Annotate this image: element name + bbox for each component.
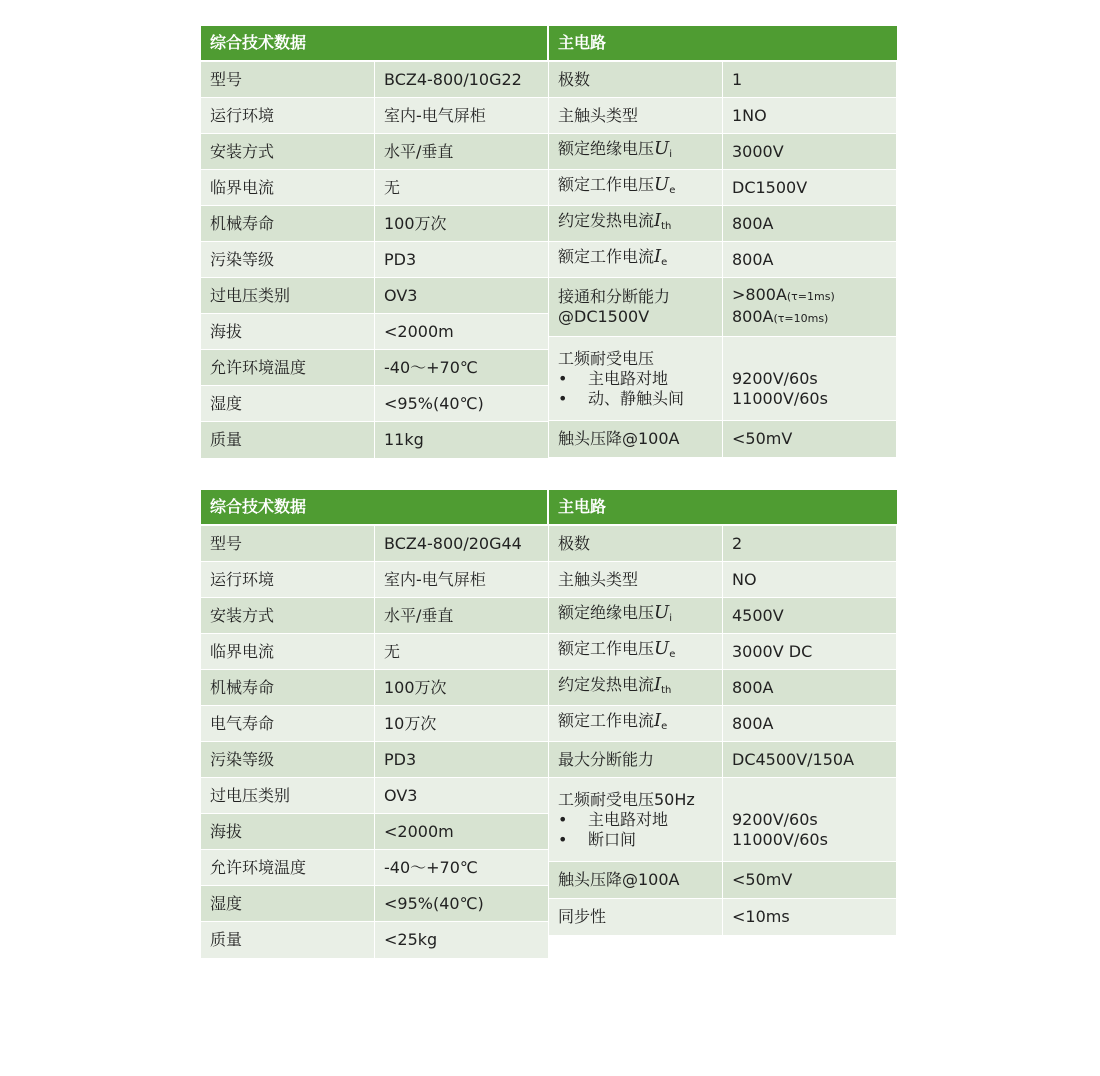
param-label: 机械寿命	[201, 670, 375, 705]
param-value: 无	[384, 641, 401, 661]
param-label: 质量	[201, 422, 375, 458]
param-value: 800A	[732, 713, 774, 733]
param-value: PD3	[384, 749, 417, 769]
param-label: 型号	[201, 62, 375, 97]
table-row	[201, 170, 548, 205]
table-row	[201, 242, 548, 277]
param-value: 3000V DC	[732, 641, 813, 661]
param-label: 海拔	[201, 314, 375, 349]
param-label: 运行环境	[201, 98, 375, 133]
param-label: 电气寿命	[201, 706, 375, 741]
table-row	[549, 670, 896, 705]
param-value: NO	[732, 569, 757, 589]
param-label: 型号	[201, 526, 375, 561]
param-label: 触头压降@100A	[549, 421, 723, 457]
param-label: 工频耐受电压50Hz • 主电路对地 • 断口间	[549, 778, 723, 861]
param-value: <2000m	[384, 821, 454, 841]
table-row	[201, 778, 548, 813]
param-label: 湿度	[201, 886, 375, 921]
param-label: 安装方式	[201, 134, 375, 169]
param-value: PD3	[384, 249, 417, 269]
param-label: 临界电流	[201, 170, 375, 205]
general-data-column	[201, 526, 548, 959]
spec-table-1	[201, 26, 897, 459]
param-value: 800A	[732, 249, 774, 269]
param-label: 额定工作电压Ue	[549, 170, 723, 205]
table-row	[201, 670, 548, 705]
param-label: 机械寿命	[201, 206, 375, 241]
param-label: 允许环境温度	[201, 350, 375, 385]
param-label: 质量	[201, 922, 375, 958]
param-value: <95%(40℃)	[384, 393, 484, 413]
param-value: <2000m	[384, 321, 454, 341]
table-row	[201, 886, 548, 921]
param-value: BCZ4-800/20G44	[384, 533, 522, 553]
table-row	[549, 706, 896, 741]
table-row	[549, 98, 896, 133]
table-row	[201, 134, 548, 169]
param-label: 接通和分断能力 @DC1500V	[549, 278, 723, 336]
table-row	[549, 562, 896, 597]
param-value: 水平/垂直	[384, 605, 454, 625]
param-label: 海拔	[201, 814, 375, 849]
table-row	[549, 62, 896, 97]
table-row	[201, 206, 548, 241]
param-label: 过电压类别	[201, 778, 375, 813]
param-label: 临界电流	[201, 634, 375, 669]
table-row	[201, 62, 548, 97]
table-row	[201, 98, 548, 133]
param-label: 同步性	[549, 899, 723, 935]
param-label: 约定发热电流Ith	[549, 670, 723, 705]
table-row	[549, 278, 896, 336]
table-row	[201, 386, 548, 421]
main-circuit-column	[549, 62, 896, 458]
table-row	[201, 742, 548, 777]
table-row	[201, 562, 548, 597]
param-value: 水平/垂直	[384, 141, 454, 161]
param-label: 极数	[549, 526, 723, 561]
param-value: DC1500V	[732, 177, 808, 197]
param-value: 1NO	[732, 105, 767, 125]
param-label: 最大分断能力	[549, 742, 723, 777]
param-label: 约定发热电流Ith	[549, 206, 723, 241]
param-label: 额定工作电压Ue	[549, 634, 723, 669]
param-value: >800A(τ=1ms) 800A(τ=10ms)	[732, 285, 835, 326]
table-row	[201, 350, 548, 385]
table-row	[201, 634, 548, 669]
param-label: 额定绝缘电压Ui	[549, 598, 723, 633]
param-label: 主触头类型	[549, 562, 723, 597]
param-value: -40～+70℃	[384, 857, 478, 877]
table-row	[549, 337, 896, 420]
param-value: 室内-电气屏柜	[384, 569, 486, 589]
table-row	[201, 850, 548, 885]
param-value: -40～+70℃	[384, 357, 478, 377]
general-data-column	[201, 62, 548, 459]
param-label: 极数	[549, 62, 723, 97]
table-row	[201, 526, 548, 561]
param-value: 100万次	[384, 677, 447, 697]
table-row	[201, 922, 548, 958]
param-label: 触头压降@100A	[549, 862, 723, 898]
param-value: BCZ4-800/10G22	[384, 69, 522, 89]
main-circuit-header: 主电路	[549, 26, 897, 60]
table-row	[549, 242, 896, 277]
param-label: 工频耐受电压 • 主电路对地 • 动、静触头间	[549, 337, 723, 420]
param-label: 允许环境温度	[201, 850, 375, 885]
param-value: 4500V	[732, 605, 784, 625]
table-row	[201, 422, 548, 458]
param-value: <10ms	[732, 907, 790, 926]
table-row	[201, 814, 548, 849]
param-value: 9200V/60s 11000V/60s	[732, 368, 828, 408]
param-value: 11kg	[384, 430, 424, 449]
table-row	[549, 170, 896, 205]
general-data-header: 综合技术数据	[201, 490, 547, 524]
main-circuit-header: 主电路	[549, 490, 897, 524]
table-row	[549, 206, 896, 241]
table-row	[549, 134, 896, 169]
param-label: 过电压类别	[201, 278, 375, 313]
param-value: OV3	[384, 785, 418, 805]
param-value: 9200V/60s 11000V/60s	[732, 809, 828, 849]
table-row	[549, 899, 896, 935]
table-row	[201, 314, 548, 349]
table-row	[549, 778, 896, 861]
general-data-header: 综合技术数据	[201, 26, 547, 60]
param-label: 污染等级	[201, 742, 375, 777]
param-value: OV3	[384, 285, 418, 305]
param-label: 污染等级	[201, 242, 375, 277]
spec-table-2	[201, 490, 897, 959]
param-value: 无	[384, 177, 401, 197]
param-label: 运行环境	[201, 562, 375, 597]
param-value: 3000V	[732, 141, 784, 161]
main-circuit-column	[549, 526, 896, 936]
param-value: <95%(40℃)	[384, 893, 484, 913]
table-row	[549, 598, 896, 633]
table-row	[201, 278, 548, 313]
table-row	[201, 706, 548, 741]
param-label: 安装方式	[201, 598, 375, 633]
param-value: 室内-电气屏柜	[384, 105, 486, 125]
table-row	[201, 598, 548, 633]
table-row	[549, 862, 896, 898]
param-value: <25kg	[384, 930, 438, 949]
param-value: 800A	[732, 213, 774, 233]
table-header	[201, 490, 897, 524]
param-value: 800A	[732, 677, 774, 697]
table-header	[201, 26, 897, 60]
param-value: 1	[732, 69, 743, 89]
table-row	[549, 526, 896, 561]
param-value: 2	[732, 533, 743, 553]
param-value: <50mV	[732, 429, 793, 448]
param-value: DC4500V/150A	[732, 749, 855, 769]
param-value: <50mV	[732, 870, 793, 889]
table-row	[549, 421, 896, 457]
param-label: 主触头类型	[549, 98, 723, 133]
param-value: 100万次	[384, 213, 447, 233]
table-row	[549, 634, 896, 669]
param-label: 额定工作电流Ie	[549, 242, 723, 277]
param-value: 10万次	[384, 713, 437, 733]
table-row	[549, 742, 896, 777]
param-label: 额定工作电流Ie	[549, 706, 723, 741]
param-label: 湿度	[201, 386, 375, 421]
param-label: 额定绝缘电压Ui	[549, 134, 723, 169]
